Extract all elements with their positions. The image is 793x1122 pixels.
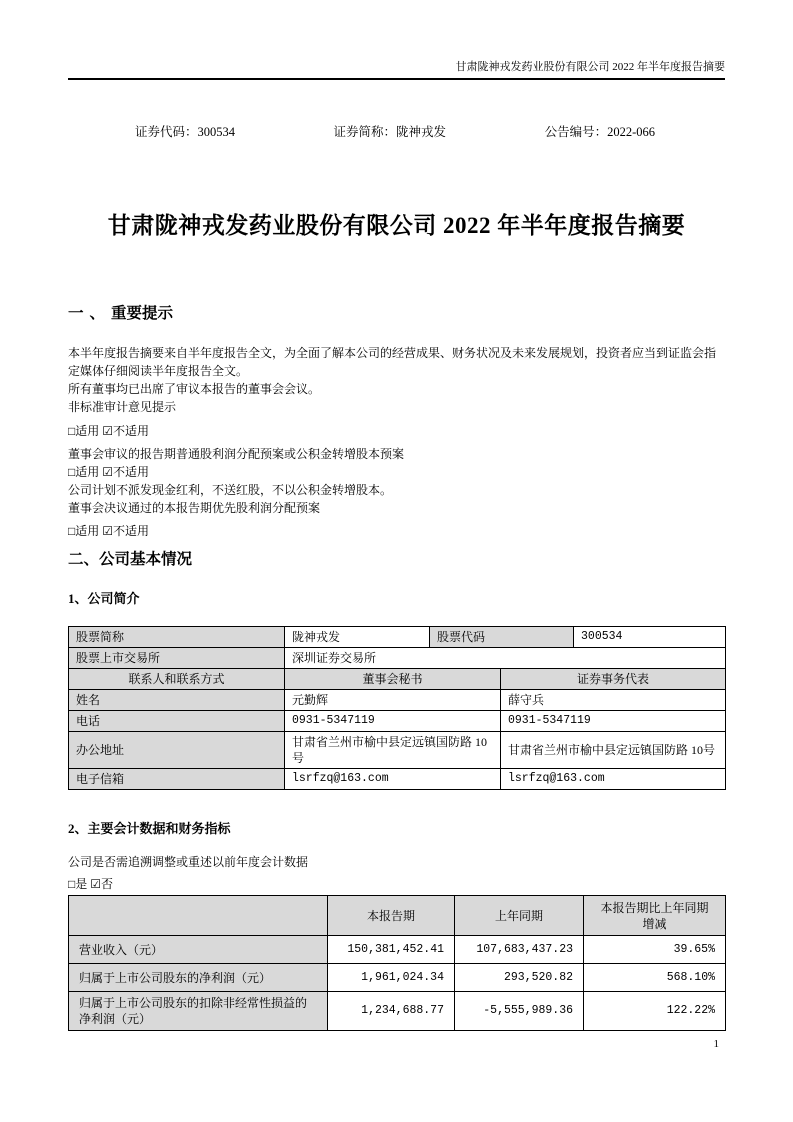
paragraph-dividend-plan: 董事会审议的报告期普通股利润分配预案或公积金转增股本预案 [68, 447, 405, 461]
meta-announcement-no: 公告编号：2022-066 [544, 125, 655, 139]
cell-representative-email: lsrfzq@163.com [501, 769, 726, 790]
section-title: 公司基本情况 [99, 551, 193, 568]
table-row-deducted-net-profit [69, 992, 726, 1031]
paragraph-no-dividend: 公司计划不派发现金红利，不送红股，不以公积金转增股本。 [68, 483, 393, 497]
company-profile-table [68, 626, 726, 790]
paragraph-preferred-dividend: 董事会决议通过的本报告期优先股利润分配预案 [68, 501, 321, 515]
table-row-email [69, 769, 726, 790]
section-heading-company-info [68, 550, 725, 570]
table-row-address [69, 732, 726, 769]
running-header: 甘肃陇神戎发药业股份有限公司 2022 年半年度报告摘要 [68, 0, 725, 80]
cell-stock-abbr-value: 陇神戎发 [285, 627, 430, 648]
cell-header-current-period: 本报告期 [328, 896, 455, 936]
table-row-exchange [69, 648, 726, 669]
meta-stock-code: 证券代码：300534 [135, 125, 236, 139]
table-header-row [69, 896, 726, 936]
cell-exchange-label: 股票上市交易所 [69, 648, 285, 669]
cell-secretary-email: lsrfzq@163.com [285, 769, 501, 790]
cell-phone-label: 电话 [69, 711, 285, 732]
financial-indicators-table [68, 895, 726, 1031]
checkbox-line-audit: □适用 ☑不适用 [68, 424, 150, 438]
cell-revenue-prior: 107,683,437.23 [455, 936, 584, 964]
cell-exchange-value: 深圳证券交易所 [285, 648, 726, 669]
cell-revenue-change: 39.65% [584, 936, 726, 964]
section-number: 二、 [68, 551, 100, 568]
table-row-net-profit [69, 964, 726, 992]
section-title: 重要提示 [111, 305, 174, 322]
checkbox-line-preferred: □适用 ☑不适用 [68, 524, 150, 538]
cell-email-label: 电子信箱 [69, 769, 285, 790]
paragraph-audit-opinion: 非标准审计意见提示 [68, 400, 177, 414]
cell-representative-address: 甘肃省兰州市榆中县定远镇国防路 10号 [501, 732, 726, 769]
cell-stock-abbr-label: 股票简称 [69, 627, 285, 648]
paragraph-restate-question: 公司是否需追溯调整或重述以前年度会计数据 [68, 855, 309, 869]
paragraph-directors: 所有董事均已出席了审议本报告的董事会会议。 [68, 382, 321, 396]
subsection-heading-company-profile: 1、公司简介 [68, 591, 140, 606]
cell-secretary-phone: 0931-5347119 [285, 711, 501, 732]
cell-stock-code-value: 300534 [574, 627, 726, 648]
cell-net-profit-label: 归属于上市公司股东的净利润（元） [69, 964, 328, 992]
cell-revenue-current: 150,381,452.41 [328, 936, 455, 964]
cell-stock-code-label: 股票代码 [430, 627, 574, 648]
cell-deducted-net-profit-change: 122.22% [584, 992, 726, 1031]
table-row-stock [69, 627, 726, 648]
cell-deducted-net-profit-current: 1,234,688.77 [328, 992, 455, 1031]
cell-representative-header: 证券事务代表 [501, 669, 726, 690]
cell-deducted-net-profit-prior: -5,555,989.36 [455, 992, 584, 1031]
cell-header-empty [69, 896, 328, 936]
meta-row [68, 124, 725, 140]
cell-contact-header: 联系人和联系方式 [69, 669, 285, 690]
cell-deducted-net-profit-label: 归属于上市公司股东的扣除非经常性损益的净利润（元） [69, 992, 328, 1031]
cell-secretary-name: 元勤辉 [285, 690, 501, 711]
cell-representative-phone: 0931-5347119 [501, 711, 726, 732]
checkbox-line-restate: □是 ☑否 [68, 877, 114, 891]
section-number: 一、 [68, 305, 112, 322]
cell-representative-name: 薛守兵 [501, 690, 726, 711]
section-heading-important-notice [68, 306, 725, 322]
checkbox-line-dividend: □适用 ☑不适用 [68, 465, 150, 479]
cell-header-prior-period: 上年同期 [455, 896, 584, 936]
cell-net-profit-current: 1,961,024.34 [328, 964, 455, 992]
subsection-heading-financial-data: 2、主要会计数据和财务指标 [68, 821, 231, 836]
document-title: 甘肃陇神戎发药业股份有限公司 2022 年半年度报告摘要 [107, 213, 686, 238]
cell-net-profit-prior: 293,520.82 [455, 964, 584, 992]
table-row-contact-header [69, 669, 726, 690]
cell-secretary-header: 董事会秘书 [285, 669, 501, 690]
cell-header-change: 本报告期比上年同期增减 [584, 896, 726, 936]
table-row-revenue [69, 936, 726, 964]
cell-address-label: 办公地址 [69, 732, 285, 769]
meta-stock-abbr: 证券简称：陇神戎发 [333, 125, 447, 139]
cell-secretary-address: 甘肃省兰州市榆中县定远镇国防路 10号 [285, 732, 501, 769]
cell-net-profit-change: 568.10% [584, 964, 726, 992]
paragraph-summary: 本半年度报告摘要来自半年度报告全文，为全面了解本公司的经营成果、财务状况及未来发展规划，投资者应当到证监会指定媒体仔细阅读半年度报告全文。 [68, 346, 717, 378]
page-number: 1 [713, 1038, 719, 1050]
cell-name-label: 姓名 [69, 690, 285, 711]
table-row-name [69, 690, 726, 711]
table-row-phone [69, 711, 726, 732]
cell-revenue-label: 营业收入（元） [69, 936, 328, 964]
